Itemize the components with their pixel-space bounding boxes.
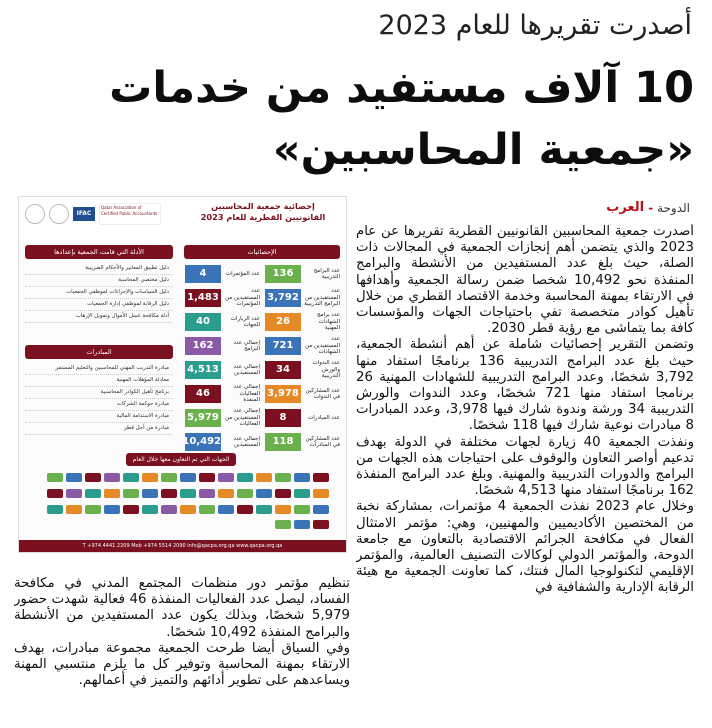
- paragraph: تنظيم مؤتمر دور منظمات المجتمع المدني في مكافحة الفساد، ليصل عدد الفعاليات المنفذة 46 فعالية شهدت حضور 5,979 شخصًا، وبذلك يكون عدد المستفيدين من الأنشطة والبرامج المنفذة 10,492 شخصًا.: [14, 576, 350, 640]
- partner-logo: [275, 520, 291, 529]
- partner-logo: [199, 473, 215, 482]
- partner-logo: [104, 473, 120, 482]
- stat-value: 162: [185, 337, 221, 355]
- partner-logo: [275, 473, 291, 482]
- stat-label: عدد المستفيدين من البرامج التدريبية: [304, 288, 340, 308]
- partner-logo: [294, 489, 310, 498]
- stat-value: 34: [265, 361, 301, 379]
- stat-label: عدد البرامج التدريبية: [313, 267, 340, 280]
- partner-logo: [275, 505, 291, 514]
- byline-separator: -: [648, 200, 654, 215]
- partner-logo: [123, 473, 139, 482]
- partner-logo: [256, 489, 272, 498]
- initiative-item: معادلة المؤهلات المهنية: [25, 375, 173, 387]
- guides-header: الأدلة التي قامت الجمعية بإعدادها: [25, 245, 173, 259]
- association-logo: Qatar Association of Certified Public Accountants: [99, 203, 161, 225]
- stat-tile: [182, 287, 260, 309]
- stat-label: إجمالي عدد البرامج: [233, 339, 260, 352]
- stat-tile: [262, 311, 340, 333]
- ifac-logo: IFAC: [73, 207, 95, 221]
- paragraph: ونفذت الجمعية 40 زيارة لجهات مختلفة في الدولة بهدف تدعيم أواصر التعاون والوقوف على احتياجات هذه الجهات من البرامج والدورات التدريبية والمهنية. وبلغ عدد البرامج المنفذة 162 برنامجًا استفاد منها 4,513 شخصًا.: [356, 434, 694, 499]
- stat-value: 3,792: [265, 289, 301, 307]
- stat-tile: [182, 431, 260, 453]
- infographic-footer: T +974 4441 2209 Mob +974 5514 2090 info@qacpa.org.qa www.qacpa.org.qa: [19, 540, 346, 552]
- partner-logo: [123, 505, 139, 514]
- stat-tile: [262, 431, 340, 453]
- stat-label: عدد الندوات والورش التدريبية: [312, 360, 340, 380]
- stat-value: 4,513: [185, 361, 221, 379]
- stat-value: 136: [265, 265, 301, 283]
- partner-logo: [142, 505, 158, 514]
- partner-logo: [313, 520, 329, 529]
- byline-brand: العرب: [606, 200, 645, 215]
- article-kicker: أصدرت تقريرها للعام 2023: [378, 10, 692, 41]
- stat-value: 8: [265, 409, 301, 427]
- partner-logo: [256, 505, 272, 514]
- partner-logo: [180, 505, 196, 514]
- stat-label: عدد المشاركين في الندوات: [305, 387, 340, 400]
- stat-value: 721: [265, 337, 301, 355]
- guide-item: دليل تطبيق المعايير والأحكام الضريبية: [25, 263, 173, 275]
- initiative-item: مبادرة من أجل قطر: [25, 423, 173, 435]
- partner-logo: [218, 473, 234, 482]
- stat-value: 10,492: [185, 433, 221, 451]
- partner-logo: [66, 473, 82, 482]
- article-left-column: [14, 576, 350, 726]
- partner-logo: [161, 473, 177, 482]
- stat-label: عدد المؤتمرات: [225, 270, 260, 277]
- stat-tile: [182, 311, 260, 333]
- partner-logo: [66, 505, 82, 514]
- stat-value: 118: [265, 433, 301, 451]
- partner-logo: [237, 505, 253, 514]
- stat-label: إجمالي عدد المستفيدين: [233, 363, 260, 376]
- emblem-logo: [49, 204, 69, 224]
- infographic-title: [188, 201, 338, 223]
- partner-logo: [85, 473, 101, 482]
- partner-logo: [294, 473, 310, 482]
- guide-item: أدلة مكافحة غسل الأموال وتمويل الإرهاب: [25, 311, 173, 323]
- partner-logo: [161, 489, 177, 498]
- stat-tile: [262, 383, 340, 405]
- stat-label: إجمالي عدد المستفيدين من الفعاليات: [225, 408, 260, 428]
- stat-tile: [262, 407, 340, 429]
- guide-item: دليل السياسات والإجراءات لموظفي الجمعيات: [25, 287, 173, 299]
- headline-line-2: «جمعية المحاسبين»: [272, 125, 694, 175]
- partner-logo: [161, 505, 177, 514]
- initiatives-header: المبادرات: [25, 345, 173, 359]
- partner-logo: [199, 489, 215, 498]
- paragraph: أصدرت جمعية المحاسبين القانونيين القطرية تقريرها عن عام 2023 والذي يتضمن أهم إنجازات الجمعية في المجالات ذات الصلة، حيث بلغ عدد المستفيدين من الأنشطة والبرامج المنفذة نحو 10,492 شخصا ضمن رسالة الجمعية وأهدافها في الارتقاء بمهنة المحاسبة وخدمة الاقتصاد القطري من خلال تأهيل كوادر متخصصة تفي باحتياجات الجهات والمؤسسات كافة بما يتماشى مع رؤية قطر 2030.: [356, 224, 694, 337]
- partner-logo: [199, 505, 215, 514]
- partner-logo: [294, 520, 310, 529]
- initiative-item: مبادرة حوكمة الشركات: [25, 399, 173, 411]
- partner-logo: [313, 489, 329, 498]
- stat-value: 46: [185, 385, 221, 403]
- stats-header: الإحصائيات: [184, 245, 340, 259]
- partner-logo: [313, 473, 329, 482]
- stat-label: عدد المشاركين في المبادرات: [305, 435, 340, 448]
- partner-logo: [47, 505, 63, 514]
- stat-label: إجمالي عدد الفعاليات المنفذة: [233, 384, 260, 404]
- byline: [606, 200, 690, 215]
- paragraph: وخلال عام 2023 نفذت الجمعية 4 مؤتمرات، بمشاركة نخبة من المختصين الأكاديميين والمهنيين، وهي: مؤتمر الامتثال الفعال في مكافحة الجرائم الاقتصادية بالتعاون مع جامعة الدوحة، والمؤتمر الدولي لوكالات التصنيف العالمية، والمؤتمر الإقليمي لتكنولوجيا المال فنتك، كما تعاونت الجمعية مع هيئة الرقابة الإدارية والشفافية في: [356, 499, 694, 596]
- partner-logo: [66, 489, 82, 498]
- infographic-logos: [25, 203, 161, 225]
- paragraph: وتضمن التقرير إحصائيات شاملة عن أهم أنشطة الجمعية، حيث بلغ عدد البرامج التدريبية 136 برنامجًا استفاد منها 3,792 شخصًا، وعدد البرامج التدريبية للشهادات المهنية 26 برنامجا استفاد منها 721 شخصًا، وعدد الندوات والورش التدريبية 34 ورشة وندوة شارك فيها 3,978، وعدد المبادرات 8 مبادرات نوعية شارك فيها 118 شخصًا.: [356, 337, 694, 434]
- partner-logo: [123, 489, 139, 498]
- stat-value: 40: [185, 313, 221, 331]
- stat-value: 3,978: [265, 385, 301, 403]
- stat-label: عدد برامج الشهادات المهنية: [317, 312, 340, 332]
- stat-label: عدد الزيارات للجهات: [230, 315, 260, 328]
- initiative-item: مبادرة الاستدامة المالية: [25, 411, 173, 423]
- byline-city: الدوحة: [657, 200, 690, 215]
- guide-item: دليل الرقابة لموظفي إدارة الجمعيات: [25, 299, 173, 311]
- initiative-item: برنامج تأهيل الكوادر المحاسبية: [25, 387, 173, 399]
- paragraph: وفي السياق أيضا طرحت الجمعية مجموعة مبادرات، بهدف الارتقاء بمهنة المحاسبة وتوفير كل ما يلزم منتسبي المهنة ويساعدهم على تطوير أدائهم والتميز في أعمالهم.: [14, 640, 350, 689]
- partner-logo: [237, 473, 253, 482]
- partner-logo: [294, 505, 310, 514]
- partner-logo: [218, 489, 234, 498]
- partner-logo: [47, 473, 63, 482]
- infographic: [18, 196, 347, 553]
- stat-value: 1,483: [185, 289, 221, 307]
- partner-logos: [29, 473, 329, 533]
- stat-tile: [182, 407, 260, 429]
- stat-tile: [182, 263, 260, 285]
- partner-logo: [104, 505, 120, 514]
- partner-logo: [47, 489, 63, 498]
- stat-tile: [182, 335, 260, 357]
- stat-label: عدد المبادرات: [308, 414, 340, 421]
- stat-tile: [262, 263, 340, 285]
- partner-logo: [237, 489, 253, 498]
- collaborators-header: الجهات التي تم التعاون معها خلال العام: [126, 453, 236, 466]
- partner-logo: [104, 489, 120, 498]
- partner-logo: [142, 489, 158, 498]
- initiatives-list: [25, 363, 173, 435]
- stat-tile: [182, 359, 260, 381]
- partner-logo: [275, 489, 291, 498]
- stat-tile: [262, 335, 340, 357]
- guide-item: دليل مختصي المحاسبة: [25, 275, 173, 287]
- seal-logo: [25, 204, 45, 224]
- partner-logo: [180, 473, 196, 482]
- stat-tile: [182, 383, 260, 405]
- partner-logo: [142, 473, 158, 482]
- initiative-item: مبادرة التدريب المهني للمحاسبين والتعليم المستمر: [25, 363, 173, 375]
- stat-label: عدد المستفيدين من المؤتمرات: [225, 288, 260, 308]
- stat-label: عدد المستفيدين من الشهادات: [305, 336, 340, 356]
- infographic-title-line-2: القانونيين القطرية للعام 2023: [200, 212, 326, 222]
- stat-value: 4: [185, 265, 221, 283]
- infographic-title-line-1: إحصائية جمعية المحاسبين: [211, 201, 315, 211]
- stat-value: 26: [265, 313, 301, 331]
- stat-tile: [262, 359, 340, 381]
- partner-logo: [85, 505, 101, 514]
- partner-logo: [85, 489, 101, 498]
- guides-list: [25, 263, 173, 323]
- stat-tile: [262, 287, 340, 309]
- stat-value: 5,979: [185, 409, 221, 427]
- partner-logo: [313, 505, 329, 514]
- stat-label: إجمالي عدد المستفيدين: [233, 435, 260, 448]
- headline-line-1: 10 آلاف مستفيد من خدمات: [109, 63, 694, 113]
- article-right-column: [356, 224, 694, 724]
- partner-logo: [256, 473, 272, 482]
- partner-logo: [218, 505, 234, 514]
- partner-logo: [180, 489, 196, 498]
